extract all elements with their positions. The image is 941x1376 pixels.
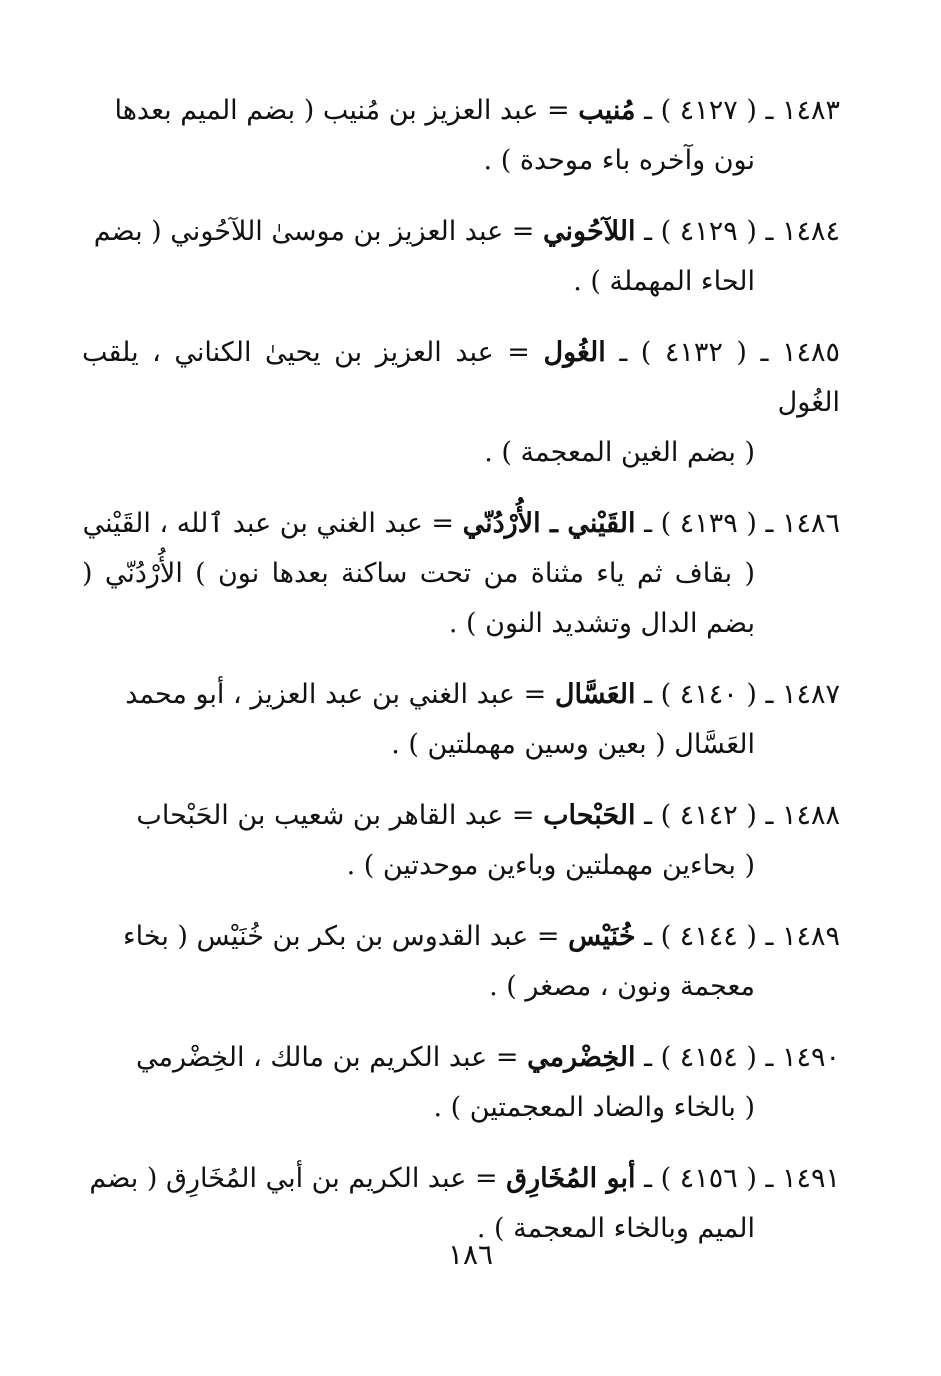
entry-1488: ١٤٨٨ ـ ( ٤١٤٢ ) ـ الحَبْحاب = عبد القاهر بن شعيب بن الحَبْحاب ( بحاءين مهملتين وباءين موحدتين ) . bbox=[82, 791, 840, 891]
entry-reference: ( ٤١٣٩ ) bbox=[660, 508, 757, 539]
entry-name: اللآحُوني bbox=[543, 216, 636, 247]
entry-reference: ( ٤١٣٢ ) bbox=[640, 337, 747, 368]
entry-1483: ١٤٨٣ ـ ( ٤١٢٧ ) ـ مُنيب = عبد العزيز بن مُنيب ( بضم الميم بعدها نون وآخره باء موحدة ) . bbox=[82, 86, 840, 186]
entry-text: = عبد القاهر بن شعيب بن الحَبْحاب bbox=[136, 800, 535, 831]
entry-number: ١٤٨٩ bbox=[781, 921, 840, 952]
entry-continuation: الميم وبالخاء المعجمة ) . bbox=[476, 1213, 755, 1244]
entry-name: القَيْني ـ الأُرْدُنّي bbox=[462, 508, 636, 539]
entry-1484: ١٤٨٤ ـ ( ٤١٢٩ ) ـ اللآحُوني = عبد العزيز بن موسىٰ اللآحُوني ( بضم الحاء المهملة ) . bbox=[82, 207, 840, 307]
entry-number: ١٤٨٤ bbox=[781, 216, 840, 247]
entry-reference: ( ٤١٢٩ ) bbox=[660, 216, 757, 247]
entry-continuation: ( بالخاء والضاد المعجمتين ) . bbox=[433, 1092, 755, 1123]
entry-reference: ( ٤١٥٦ ) bbox=[660, 1163, 757, 1194]
entry-continuation: الحاء المهملة ) . bbox=[573, 266, 755, 297]
entry-name: الغُول bbox=[543, 337, 606, 368]
entry-number: ١٤٨٧ bbox=[781, 679, 840, 710]
entry-reference: ( ٤١٤٤ ) bbox=[660, 921, 757, 952]
entry-name: أبو المُخَارِق bbox=[506, 1163, 636, 1194]
entry-text: = عبد العزيز بن موسىٰ اللآحُوني ( بضم bbox=[93, 216, 535, 247]
entry-reference: ( ٤١٥٤ ) bbox=[660, 1042, 757, 1073]
entry-number: ١٤٩١ bbox=[781, 1163, 840, 1194]
entry-1491: ١٤٩١ ـ ( ٤١٥٦ ) ـ أبو المُخَارِق = عبد الكريم بن أبي المُخَارِق ( بضم الميم وبالخاء المعجمة ) . bbox=[82, 1154, 840, 1254]
entry-reference: ( ٤١٤٠ ) bbox=[660, 679, 757, 710]
entry-text: = عبد العزيز بن يحيىٰ الكناني ، يلقب الغُول bbox=[82, 337, 840, 418]
entry-reference: ( ٤١٤٢ ) bbox=[660, 800, 757, 831]
entry-name: خُنَيْس bbox=[568, 921, 636, 952]
entry-text: = عبد الغني بن عبد ٱلله ، القَيْني bbox=[82, 508, 455, 539]
entry-1490: ١٤٩٠ ـ ( ٤١٥٤ ) ـ الخِضْرمي = عبد الكريم بن مالك ، الخِضْرمي ( بالخاء والضاد المعجمتين ) . bbox=[82, 1033, 840, 1133]
entry-text: = عبد الكريم بن مالك ، الخِضْرمي bbox=[136, 1042, 519, 1073]
entry-number: ١٤٨٣ bbox=[781, 95, 840, 126]
entry-name: الخِضْرمي bbox=[527, 1042, 636, 1073]
entry-number: ١٤٨٦ bbox=[781, 508, 840, 539]
entry-continuation: ( بحاءين مهملتين وباءين موحدتين ) . bbox=[346, 850, 755, 881]
entry-name: العَسَّال bbox=[554, 679, 636, 710]
entry-text: = عبد القدوس بن بكر بن خُنَيْس ( بخاء bbox=[122, 921, 560, 952]
entry-continuation: العَسَّال ( بعين وسين مهملتين ) . bbox=[391, 729, 755, 760]
entry-number: ١٤٩٠ bbox=[781, 1042, 840, 1073]
entry-name: مُنيب bbox=[578, 95, 636, 126]
entry-reference: ( ٤١٢٧ ) bbox=[660, 95, 757, 126]
entry-number: ١٤٨٨ bbox=[781, 800, 840, 831]
entry-1489: ١٤٨٩ ـ ( ٤١٤٤ ) ـ خُنَيْس = عبد القدوس بن بكر بن خُنَيْس ( بخاء معجمة ونون ، مصغر ) . bbox=[82, 912, 840, 1012]
entry-name: الحَبْحاب bbox=[543, 800, 636, 831]
entry-text: = عبد الغني بن عبد العزيز ، أبو محمد bbox=[125, 679, 547, 710]
entry-continuation: ( بضم الغين المعجمة ) . bbox=[484, 437, 755, 468]
entry-1487: ١٤٨٧ ـ ( ٤١٤٠ ) ـ العَسَّال = عبد الغني بن عبد العزيز ، أبو محمد العَسَّال ( بعين وسين مهملتين ) . bbox=[82, 670, 840, 770]
entry-number: ١٤٨٥ bbox=[781, 337, 840, 368]
entry-continuation: ( بقاف ثم ياء مثناة من تحت ساكنة بعدها نون ) الأُرْدُنّي ( بضم الدال وتشديد النون ) . bbox=[82, 558, 755, 639]
entry-1486: ١٤٨٦ ـ ( ٤١٣٩ ) ـ القَيْني ـ الأُرْدُنّي = عبد الغني بن عبد ٱلله ، القَيْني ( بقاف ثم ياء مثناة من تحت ساكنة بعدها نون ) الأُرْدُنّي ( بضم الدال وتشديد النون ) . bbox=[82, 499, 840, 649]
document-page bbox=[82, 86, 840, 1275]
entry-text: = عبد الكريم بن أبي المُخَارِق ( بضم bbox=[89, 1163, 498, 1194]
entry-continuation: نون وآخره باء موحدة ) . bbox=[483, 145, 755, 176]
entry-text: = عبد العزيز بن مُنيب ( بضم الميم بعدها bbox=[114, 95, 570, 126]
entry-1485: ١٤٨٥ ـ ( ٤١٣٢ ) ـ الغُول = عبد العزيز بن يحيىٰ الكناني ، يلقب الغُول ( بضم الغين المعجمة ) . bbox=[82, 328, 840, 478]
page-number: ١٨٦ bbox=[447, 1238, 494, 1271]
entry-continuation: معجمة ونون ، مصغر ) . bbox=[489, 971, 755, 1002]
